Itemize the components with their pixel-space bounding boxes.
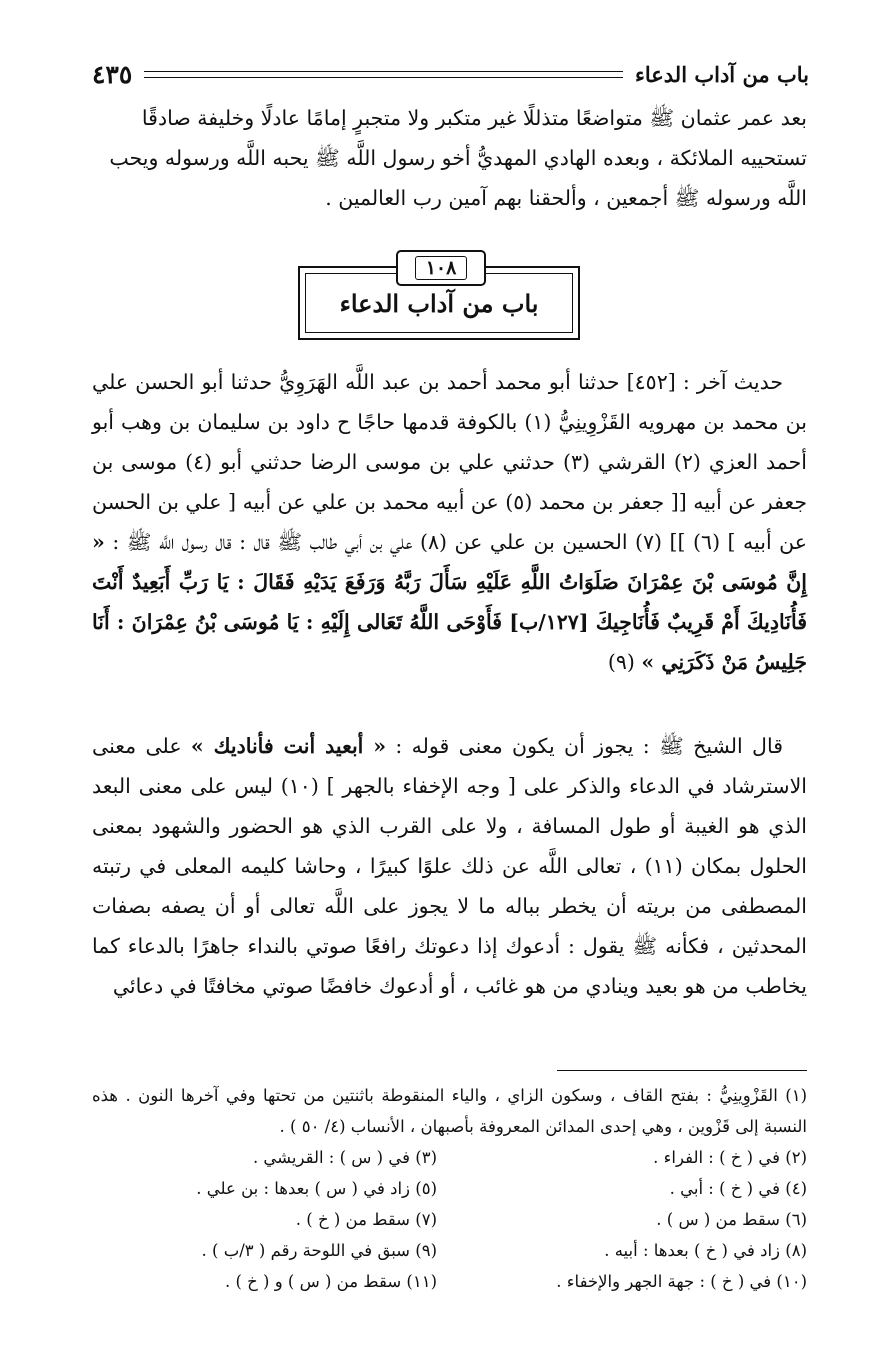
hadith-paragraph [92, 362, 807, 682]
hadith-isnad: حديث آخر : [٤٥٢] حدثنا أبو محمد أحمد بن عبد اللَّه الهَرَوِيُّ حدثنا أبو الحسن علي بن محمد بن مهرويه القَزْوِينِيُّ (١) بالكوفة قدمها حاجًا ح داود بن سليمان بن وهب أبو أحمد العزي (٢) القرشي (٣) حدثني علي بن موسى الرضا حدثني أبو (٤) موسى بن جعفر عن أبيه [[ جعفر بن محمد (٥) عن أبيه محمد بن علي عن أبيه [ علي بن الحسن عن أبيه ] (٦) ]] (٧) الحسين بن علي عن (٨) علي بن أبي طالب ﷺ [92, 370, 807, 554]
intro-line: بعد عمر عثمان ﷺ متواضعًا متذللًا غير متكبر ولا متجبرٍ إمامًا عادلًا وخليفة صادقًا [141, 106, 807, 130]
footnote-item: (٨) زاد في ( خ ) بعدها : أبيه . [604, 1241, 807, 1260]
chapter-number-box [396, 250, 486, 286]
footnote-item: (١٠) في ( خ ) : جهة الجهر والإخفاء . [556, 1272, 807, 1291]
intro-paragraph [92, 98, 807, 218]
footnotes [92, 1080, 807, 1297]
hadith-qala: قال : قال رسول اللَّه ﷺ : [104, 530, 270, 554]
page-number: ٤٣٥ [92, 59, 133, 89]
header-rule [144, 71, 623, 78]
hadith-matn-footnote-ref: (٩) [607, 650, 642, 674]
commentary-paragraph [92, 726, 807, 1006]
intro-line: تستحييه الملائكة ، وبعده الهادي المهديُّ أخو رسول اللَّه ﷺ يحبه اللَّه ورسوله ويحب [109, 146, 807, 170]
commentary-block [92, 726, 807, 1006]
footnote-item: (٧) سقط من ( خ ) . [295, 1210, 437, 1229]
running-header [92, 56, 809, 92]
intro-line: اللَّه ورسوله ﷺ أجمعين ، وألحقنا بهم آمين رب العالمين . [325, 186, 807, 210]
footnote-item: (٦) سقط من ( س ) . [656, 1210, 807, 1229]
hadith-block [92, 362, 807, 682]
footnote-item: (٤) في ( خ ) : أبي . [669, 1179, 807, 1198]
chapter-number: ١٠٨ [415, 256, 468, 280]
commentary-lead: قال الشيخ ﷺ : يجوز أن يكون معنى قوله : [386, 734, 783, 758]
footnote-separator [557, 1070, 807, 1071]
footnote-item: (٣) في ( س ) : القريشي . [252, 1148, 437, 1167]
footnote-item: (٥) زاد في ( س ) بعدها : بن علي . [196, 1179, 437, 1198]
commentary-quote: « أبعيد أنت فأناديك » [190, 734, 387, 758]
footnote-item: (٢) في ( خ ) : الفراء . [653, 1148, 807, 1167]
hadith-matn: « إِنَّ مُوسَى بْنَ عِمْرَانَ صَلَوَاتُ اللَّهِ عَلَيْهِ سَأَلَ رَبَّهُ وَرَفَعَ يَدَيْهِ فَقَالَ : يَا رَبِّ أَبَعِيدٌ أَنْتَ فَأُنَادِيكَ أَمْ قَرِيبٌ فَأُنَاجِيكَ [١٢٧/ب] فَأَوْحَى اللَّهُ تَعَالى إِلَيْهِ : يَا مُوسَى بْنُ عِمْرَانَ : أَنَا جَلِيسُ مَنْ ذَكَرَنِي » [92, 530, 808, 674]
chapter-heading [298, 250, 580, 340]
footnote-grid [92, 1142, 807, 1297]
footnote-item: (٩) سبق في اللوحة رقم ( ٣/ب ) . [201, 1241, 437, 1260]
chapter-title: باب من آداب الدعاء [339, 288, 539, 318]
footnote-item: (١١) سقط من ( س ) و ( خ ) . [224, 1272, 437, 1291]
commentary-rest: على معنى الاسترشاد في الدعاء والذكر على [ وجه الإخفاء بالجهر ] (١٠) ليس على معنى البعد الذي هو الغيبة أو طول المسافة ، ولا على القرب الذي هو الحضور والشهود بمعنى الحلول بمكان (١١) ، تعالى اللَّه عن ذلك علوًا كبيرًا ، وحاشا كليمه المعلى في رتبته المصطفى من بريته أن يخطر بباله ما لا يجوز على اللَّه تعالى أو أن يصفه بصفات المحدثين ، فكأنه ﷺ يقول : أدعوك إذا دعوتك رافعًا صوتي بالنداء جاهرًا بالدعاء كما يخاطب من هو بعيد وينادي من هو غائب ، أو أدعوك خافضًا صوتي مخافتًا في دعائي [92, 734, 808, 998]
footnote-1: (١) القَزْوِينِيُّ : بفتح القاف ، وسكون الزاي ، والياء المنقوطة باثنتين من تحتها وفي آخرها النون . هذه النسبة إلى قَزْوين ، وهي إحدى المدائن المعروفة بأصبهان ، الأنساب (٤/ ٥٠ ) . [92, 1086, 807, 1136]
running-title: باب من آداب الدعاء [634, 61, 809, 87]
